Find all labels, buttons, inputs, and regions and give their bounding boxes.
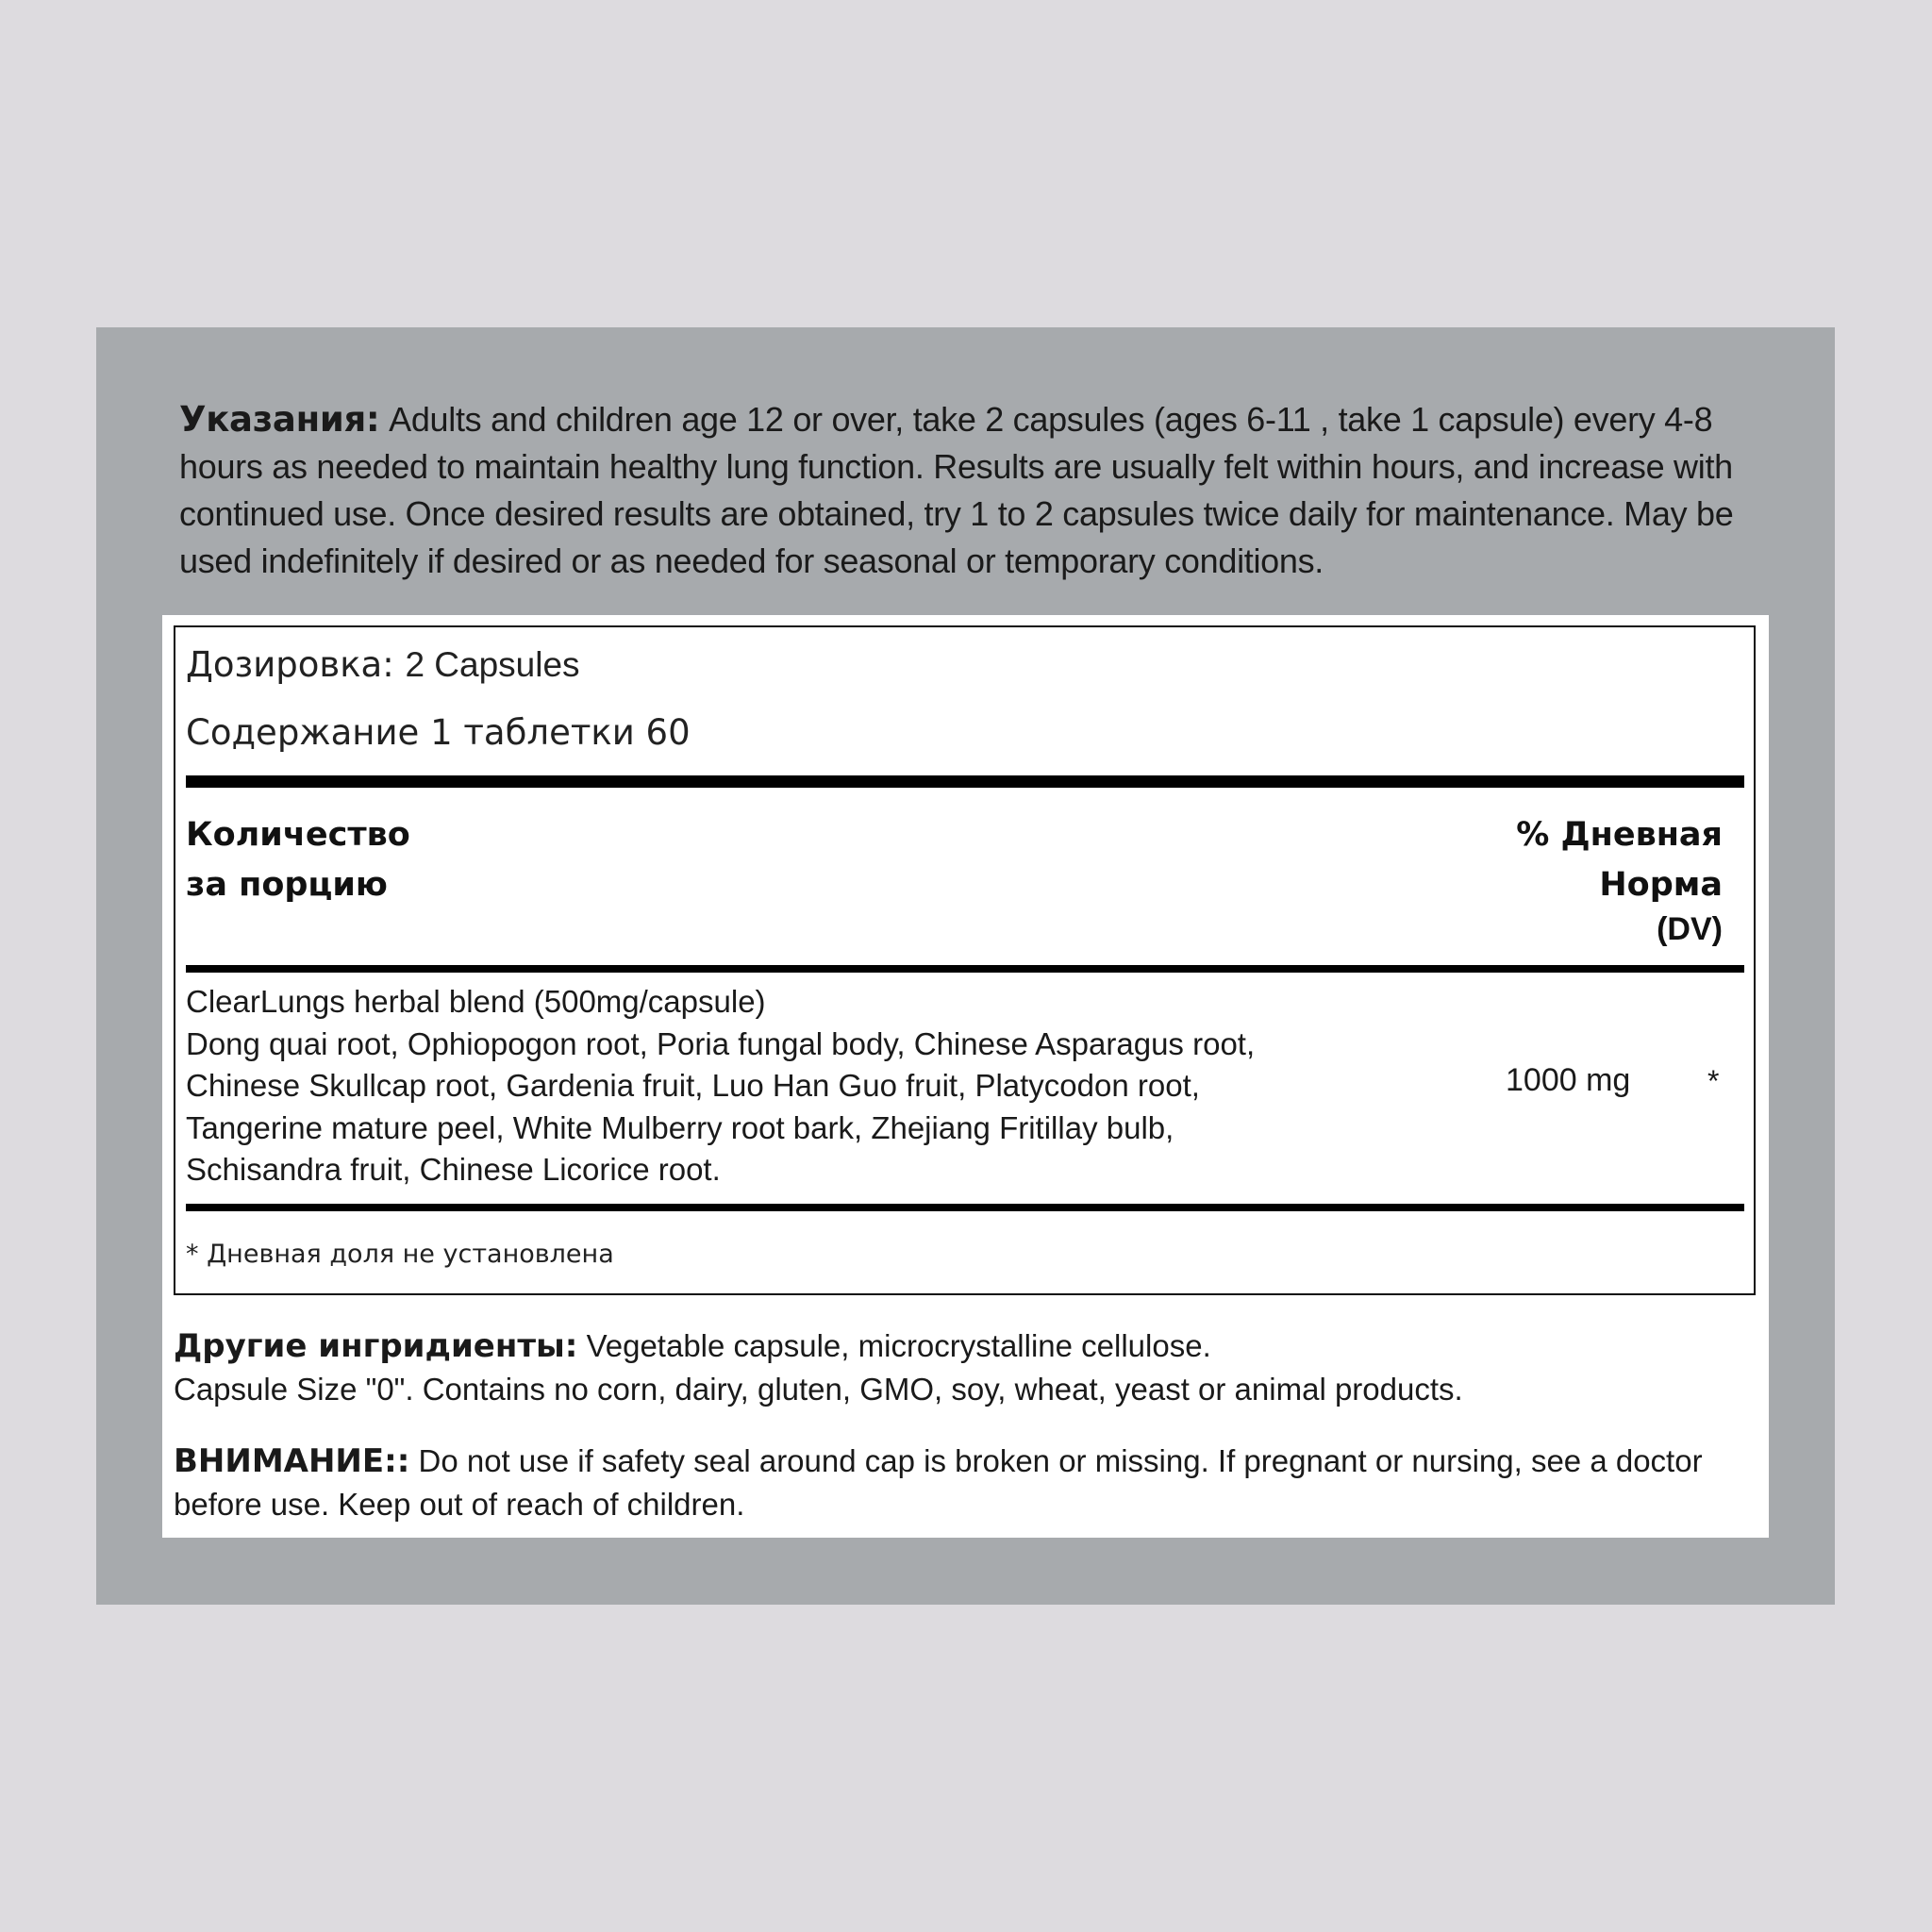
serving-size-label: Дозировка:: [186, 644, 394, 685]
dv-footnote: * Дневная доля не установлена: [186, 1240, 614, 1269]
blend-dv: *: [1707, 1064, 1720, 1098]
herbal-blend: [186, 981, 1271, 1191]
serving-size: [186, 644, 580, 685]
other-ingredients-line1: Vegetable capsule, microcrystalline cellulose.: [586, 1328, 1211, 1363]
blend-line: ClearLungs herbal blend (500mg/capsule): [186, 984, 766, 1019]
other-ingredients-label: Другие ингридиенты:: [174, 1327, 578, 1365]
amount-header: [186, 810, 410, 910]
medium-divider: [186, 965, 1744, 973]
amount-header-line1: Количество: [186, 816, 410, 854]
bottom-divider: [186, 1204, 1744, 1211]
directions-label: Указания:: [179, 399, 380, 440]
warning-label: ВНИМАНИЕ::: [174, 1442, 410, 1480]
thick-divider: [186, 775, 1744, 788]
blend-line: Chinese Skullcap root, Gardenia fruit, Luo Han Guo fruit, Platycodon root,: [186, 1068, 1200, 1103]
dv-header-line3: (DV): [1657, 911, 1723, 947]
directions-paragraph: [179, 396, 1755, 585]
amount-header-line2: за порцию: [186, 866, 388, 904]
blend-line: Dong quai root, Ophiopogon root, Poria fungal body, Chinese Asparagus root,: [186, 1025, 1256, 1061]
serving-size-value: 2 Capsules: [405, 645, 580, 684]
blend-line: Schisandra fruit, Chinese Licorice root.: [186, 1152, 721, 1187]
servings-per-container: Содержание 1 таблетки 60: [186, 712, 691, 753]
warning: [174, 1440, 1758, 1525]
other-ingredients-line2: Capsule Size "0". Contains no corn, dairy, gluten, GMO, soy, wheat, yeast or animal products.: [174, 1372, 1463, 1407]
blend-amount: 1000 mg: [1506, 1062, 1631, 1098]
other-ingredients: [174, 1324, 1758, 1410]
blend-line: Tangerine mature peel, White Mulberry root bark, Zhejiang Fritillay bulb,: [186, 1109, 1174, 1145]
dv-header: [1516, 810, 1723, 948]
warning-text: Do not use if safety seal around cap is broken or missing. If pregnant or nursing, see a doctor before use. Keep out of reach of children.: [174, 1443, 1703, 1522]
directions-text: Adults and children age 12 or over, take 2 capsules (ages 6-11 , take 1 capsule) every 4-8 hours as needed to maintain healthy lung function. Results are usually felt within hours, and increase with continued use. Once desired results are obtained, try 1 to 2 capsules twice daily for maintenance. May be used indefinitely if desired or as needed for seasonal or temporary conditions.: [179, 400, 1734, 580]
dv-header-line2: Норма: [1599, 866, 1723, 904]
dv-header-line1: % Дневная: [1516, 816, 1723, 854]
